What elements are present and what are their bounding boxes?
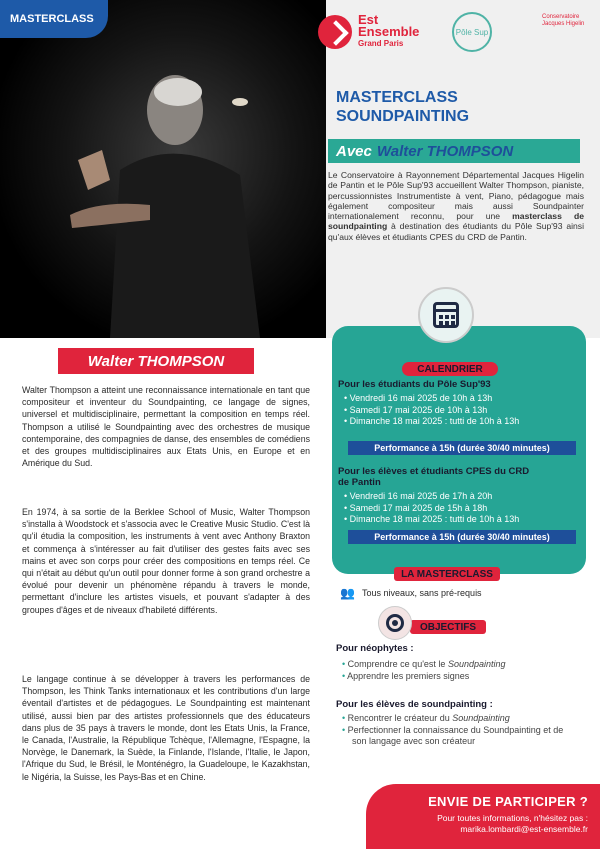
masterclass-section-title: LA MASTERCLASS	[394, 567, 500, 581]
cta-email-link[interactable]: marika.lombardi@est-ensemble.fr	[460, 824, 588, 834]
list-item: • Dimanche 18 mai 2025 : tutti de 10h à 13h	[344, 514, 519, 526]
intro-part2: à destination des étudiants du Pôle Sup'93 ainsi qu'aux élèves et étudiants CPES du CRD de Pantin.	[328, 221, 584, 242]
est-ensemble-sub: Grand Paris	[358, 39, 404, 48]
objectifs-group2-title: Pour les élèves de soundpainting :	[336, 699, 493, 710]
calendar-group2-title-line1: Pour les élèves et étudiants CPES du CRD	[338, 466, 530, 477]
people-icon: 👥	[340, 586, 355, 600]
bio-paragraph-2: En 1974, à sa sortie de la Berklee School of Music, Walter Thompson s'installa à Woodstock et s'associa avec le Creative Music Studio. C'est là qu'il étudia la composition, les instruments à vent avec Anthony Braxton et commença à s'intéresser au fait d'utiliser des gestes faits avec ses mains et avec son corps pour créer des compositions en temps réel. Ce qui n'était au début qu'un outil pour donner forme à son grand orchestre a évolué pour devenir un phénomène répandu à travers le monde, permettant d'inclure les artistes visuels, et pouvant s'adapter à des groupes d'âges et de niveaux d'habileté différents.	[22, 507, 310, 615]
est-ensemble-line2: Ensemble	[358, 24, 420, 39]
target-icon-circle	[378, 606, 412, 640]
objectifs-group1-list	[342, 659, 506, 682]
intro-text	[328, 170, 584, 242]
subtitle-name: Walter THOMPSON	[376, 142, 514, 160]
calendar-group2-title-line2: de Pantin	[338, 477, 381, 488]
target-icon	[386, 614, 404, 632]
cta-heading: ENVIE DE PARTICIPER ?	[428, 794, 588, 809]
objectifs-title: OBJECTIFS	[410, 620, 486, 634]
header-panel	[326, 0, 600, 338]
subtitle-prefix: Avec	[336, 142, 372, 160]
list-item	[342, 659, 506, 671]
list-item: • Samedi 17 mai 2025 de 15h à 18h	[344, 503, 519, 515]
list-item: • Vendredi 16 mai 2025 de 10h à 13h	[344, 393, 519, 405]
list-item: • Perfectionner la connaissance du Soundpainting et de son langage avec son créateur	[342, 725, 580, 748]
conservatoire-logo: Conservatoire Jacques Higelin	[542, 14, 585, 27]
calendar-title: CALENDRIER	[402, 362, 498, 376]
intro-part1: Le Conservatoire à Rayonnement Départemental Jacques Higelin de Pantin et le Pôle Sup'93 accueillent Walter Thompson, pianiste, percussionnistes Instrumentiste à vent, Piano, pédagogue mais également compositeur mais aussi Soundpainter internationalement reconnu, pour une	[328, 170, 584, 222]
performance-bar-1: Performance à 15h (durée 30/40 minutes)	[348, 441, 576, 455]
objectif-item-text: Comprendre ce qu'est le	[347, 659, 448, 669]
intro-bold: masterclass de soundpainting	[328, 211, 584, 232]
page-title-line2: SOUNDPAINTING	[336, 108, 470, 125]
masterclass-level-text: Tous niveaux, sans pré-requis	[362, 588, 482, 598]
objectifs-group1-title: Pour néophytes :	[336, 643, 414, 654]
masterclass-badge: MASTERCLASS	[0, 0, 108, 38]
calendar-icon-circle	[418, 287, 474, 343]
calendar-group1-title: Pour les étudiants du Pôle Sup'93	[338, 379, 491, 390]
subtitle-bar	[328, 139, 580, 163]
est-ensemble-mark-icon	[318, 15, 352, 49]
list-item: • Dimanche 18 mai 2025 : tutti de 10h à 13h	[344, 416, 519, 428]
est-ensemble-line1: Est	[358, 12, 379, 27]
calendar-group1-list	[344, 393, 519, 428]
calendar-group2-list	[344, 491, 519, 526]
page-title	[336, 88, 586, 126]
cta-box	[366, 784, 600, 849]
objectif-item-em: Soundpainting	[447, 659, 506, 669]
list-item: • Vendredi 16 mai 2025 de 17h à 20h	[344, 491, 519, 503]
cta-info-line: Pour toutes informations, n'hésitez pas :	[437, 813, 588, 823]
pole-sup-logo: Pôle Sup	[452, 12, 492, 52]
list-item: • Samedi 17 mai 2025 de 10h à 13h	[344, 405, 519, 417]
objectifs-group2-list	[342, 713, 580, 748]
page-title-line1: MASTERCLASS	[336, 89, 458, 106]
bio-paragraph-1: Walter Thompson a atteint une reconnaissance internationale en tant que compositeur et inventeur du Soundpainting, ce langage de signes, universel et multidisciplinaire, permettant la composition en temps réel. Thompson a utilisé le Soundpainting avec des orchestres de musique contemporaine, des compagnies de danse, des ensembles de comédiens et des groupes multidisciplinaires aux Etats Unis, en Europe et en Amérique du Sud.	[22, 385, 310, 469]
bio-paragraph-3: Le langage continue à se développer à travers les performances de Thompson, les Think Tanks internationaux et les contributions d'un large éventail d'artistes et de pédagogues. Le Soundpainting est maintenant utilisé, aussi bien par des artistes professionnels que des éducateurs dans plus de 35 pays à travers le monde, dont les Etats Unis, la France, le Canada, l'Australie, la République Tchèque, l'Allemagne, l'Espagne, la Norvège, le Danemark, la Suède, la Finlande, l'Islande, l'Italie, le Japon, l'Afrique du Sud, le Brésil, le Monténégro, la Guadeloupe, le Kazakhstan, le Nigéria, la Suisse, les Pays-Bas et en Chine.	[22, 674, 310, 782]
conductor-photo	[0, 0, 326, 338]
list-item: • Apprendre les premiers signes	[342, 671, 506, 683]
calendar-icon	[433, 302, 459, 328]
bio-title: Walter THOMPSON	[58, 348, 254, 374]
est-ensemble-logo	[318, 14, 419, 50]
objectif-item-text: Rencontrer le créateur du	[347, 713, 453, 723]
performance-bar-2: Performance à 15h (durée 30/40 minutes)	[348, 530, 576, 544]
calendar-group2-title	[338, 466, 529, 488]
list-item	[342, 713, 580, 725]
objectif-item-em: Soundpainting	[452, 713, 510, 723]
